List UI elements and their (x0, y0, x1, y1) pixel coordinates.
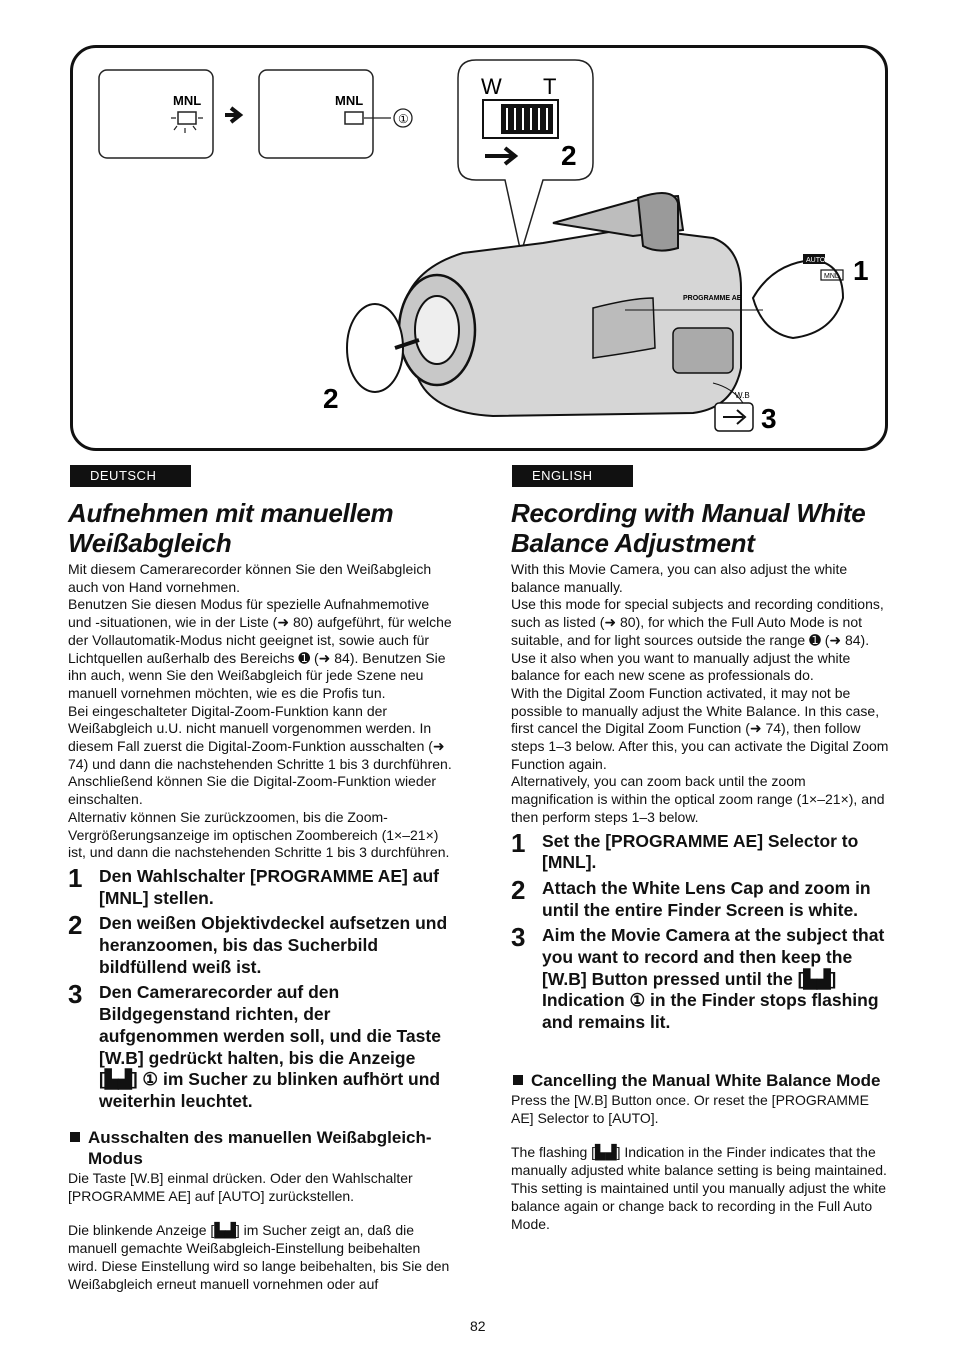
english-step-2 (511, 874, 891, 921)
german-intro (68, 561, 453, 862)
english-intro-p1: With this Movie Camera, you can also adjust the white balance manually. (511, 561, 848, 595)
german-step-1 (68, 862, 453, 909)
english-column (511, 498, 891, 1233)
language-tab-english: ENGLISH (512, 465, 633, 487)
flash-rays-icon (171, 118, 203, 133)
german-intro-p4: Alternativ können Sie zurückzoomen, bis die Zoom-Vergrößerungsanzeige im optischen Zoombereich (1×–21×) ist, und dann die nachstehenden Schritte 1 bis 3 durchführen. (68, 808, 450, 861)
step-number: 3 (511, 922, 526, 953)
english-intro (511, 561, 891, 827)
viewfinder-lit-box (259, 70, 373, 158)
english-title: Recording with Manual White Balance Adjustment (511, 498, 866, 558)
german-intro-p2: Benutzen Sie diesen Modus für spezielle Aufnahmemotive und -situationen, wie in der Liste (➜ 80) aufgeführt, für welche der Vollautomatik-Modus nicht geeignet ist, sowie auch für Lichtquellen außerhalb des Bereichs ➊ (➜ 84). Benutzen Sie ihn auch, wenn Sie den Weißabgleich für jede Szene neu manuell vornehmen möchten, wie es die Profis tun. (68, 596, 452, 701)
german-intro-p1: Mit diesem Camerarecorder können Sie den Weißabgleich auch von Hand vornehmen. (68, 561, 432, 595)
step-text: Den weißen Objektivdeckel aufsetzen und heranzoomen, bis das Sucherbild bildfüllend weiß ist. (99, 913, 448, 977)
dial-auto-label: AUTO (806, 257, 826, 264)
step-number: 2 (511, 874, 526, 905)
step-text: Aim the Movie Camera at the subject that you want to record and then keep the [W.B] Button pressed until the [▙▟] Indication ① in the Finder stops flashing and remains lit. (542, 925, 885, 1033)
arrow-right-icon (225, 108, 240, 122)
step-text: Set the [PROGRAMME AE] Selector to [MNL]. (542, 830, 859, 873)
bullet-square-icon (70, 1132, 80, 1142)
viewfinder-left-label: MNL (173, 93, 202, 108)
callout-2-top: 2 (561, 140, 577, 171)
white-lens-cap (347, 304, 403, 392)
camera-diagram (73, 48, 888, 451)
language-tab-german: DEUTSCH (70, 465, 191, 487)
viewfinder-ref: ① (398, 112, 409, 126)
page-number: 82 (470, 1318, 486, 1334)
wb-indicator-icon (178, 112, 196, 124)
english-intro-p2: Use this mode for special subjects and recording conditions, such as listed (➜ 80), for which the Full Auto Mode is not suitable, and for light sources outside the range ➊ (➜ 84). Use it also when you want to manually adjust the white balance for each new scene as professionals do. (511, 596, 884, 684)
wb-indicator-lit-icon (345, 112, 363, 124)
dial-mnl-label: MNL (824, 273, 839, 280)
english-intro-p3: With the Digital Zoom Function activated, it may not be possible to manually adjust the White Balance. In this case, first cancel the Digital Zoom Function (➜ 74), then follow steps 1–3 below. After this, you can activate the Digital Zoom Function again. (511, 684, 889, 772)
step-number: 1 (68, 862, 83, 893)
viewfinder-right-label: MNL (335, 93, 364, 108)
english-steps (511, 827, 891, 1034)
callout-2-lens: 2 (323, 383, 339, 414)
step-number: 3 (68, 979, 83, 1010)
english-step-1 (511, 827, 891, 874)
german-intro-p3: Bei eingeschalteter Digital-Zoom-Funktion kann der Weißabgleich u.U. nicht manuell vorgenommen werden. In diesem Fall zuerst die Digital-Zoom-Funktion ausschalten (➜ 74) und dann die nachstehenden Schritte 1 bis 3 durchführen. Anschließend können Sie die Digital-Zoom-Funktion wieder einschalten. (68, 702, 452, 808)
wb-label: W.B (735, 391, 750, 400)
step-text: Den Wahlschalter [PROGRAMME AE] auf [MNL] stellen. (99, 865, 439, 908)
camera-illustration (70, 45, 888, 451)
german-step-3 (68, 979, 453, 1112)
english-cancel-heading-text: Cancelling the Manual White Balance Mode (531, 1070, 881, 1090)
zoom-lever-knob (501, 104, 553, 134)
step-number: 1 (511, 827, 526, 858)
german-footer-text: Die blinkende Anzeige [▙▟] im Sucher zeigt an, daß die manuell gemachte Weißabgleich-Einstellung beibehalten wird. Diese Einstellung wird so lange beibehalten, bis Sie den Weißabgleich erneut manuell vornehmen oder auf (68, 1221, 450, 1292)
german-column (68, 498, 453, 1293)
german-title: Aufnehmen mit manuellem Weißabgleich (68, 498, 394, 558)
zoom-t-label: T (543, 74, 557, 99)
zoom-w-label: W (481, 74, 502, 99)
english-cancel-heading (511, 1070, 891, 1091)
english-intro-p4: Alternatively, you can zoom back until the zoom magnification is within the optical zoom range (1×–21×), and then perform steps 1–3 below. (511, 773, 885, 825)
dial-label: PROGRAMME AE (683, 295, 742, 302)
english-cancel-text: Press the [W.B] Button once. Or reset the [PROGRAMME AE] Selector to [AUTO]. (511, 1091, 869, 1126)
german-cancel-heading-text: Ausschalten des manuellen Weißabgleich-Modus (88, 1127, 432, 1168)
english-footer-text: The flashing [▙▟] Indication in the Finder indicates that the manually adjusted white balance setting is being maintained. This setting is maintained until you manually adjust the white balance again or change back to recording in the Full Auto Mode. (511, 1143, 887, 1232)
viewfinder-eyepiece (638, 193, 678, 251)
programme-ae-dial (753, 260, 843, 338)
step-text: Attach the White Lens Cap and zoom in until the entire Finder Screen is white. (542, 877, 871, 920)
german-cancel-text: Die Taste [W.B] einmal drücken. Oder den Wahlschalter [PROGRAMME AE] auf [AUTO] zurückstellen. (68, 1169, 413, 1204)
german-step-2 (68, 910, 453, 978)
german-steps (68, 862, 453, 1113)
english-step-3 (511, 922, 891, 1034)
german-cancel-heading (68, 1127, 453, 1169)
step-text: Den Camerarecorder auf den Bildgegenstand richten, der aufgenommen werden soll, und die Taste [W.B] gedrückt halten, bis die Anzeige [▙▟] ① im Sucher zu blinken aufhört und weiterhin leuchtet. (99, 982, 441, 1111)
bullet-square-icon (513, 1075, 523, 1085)
step-number: 2 (68, 910, 83, 941)
callout-1: 1 (853, 255, 869, 286)
callout-3: 3 (761, 403, 777, 434)
